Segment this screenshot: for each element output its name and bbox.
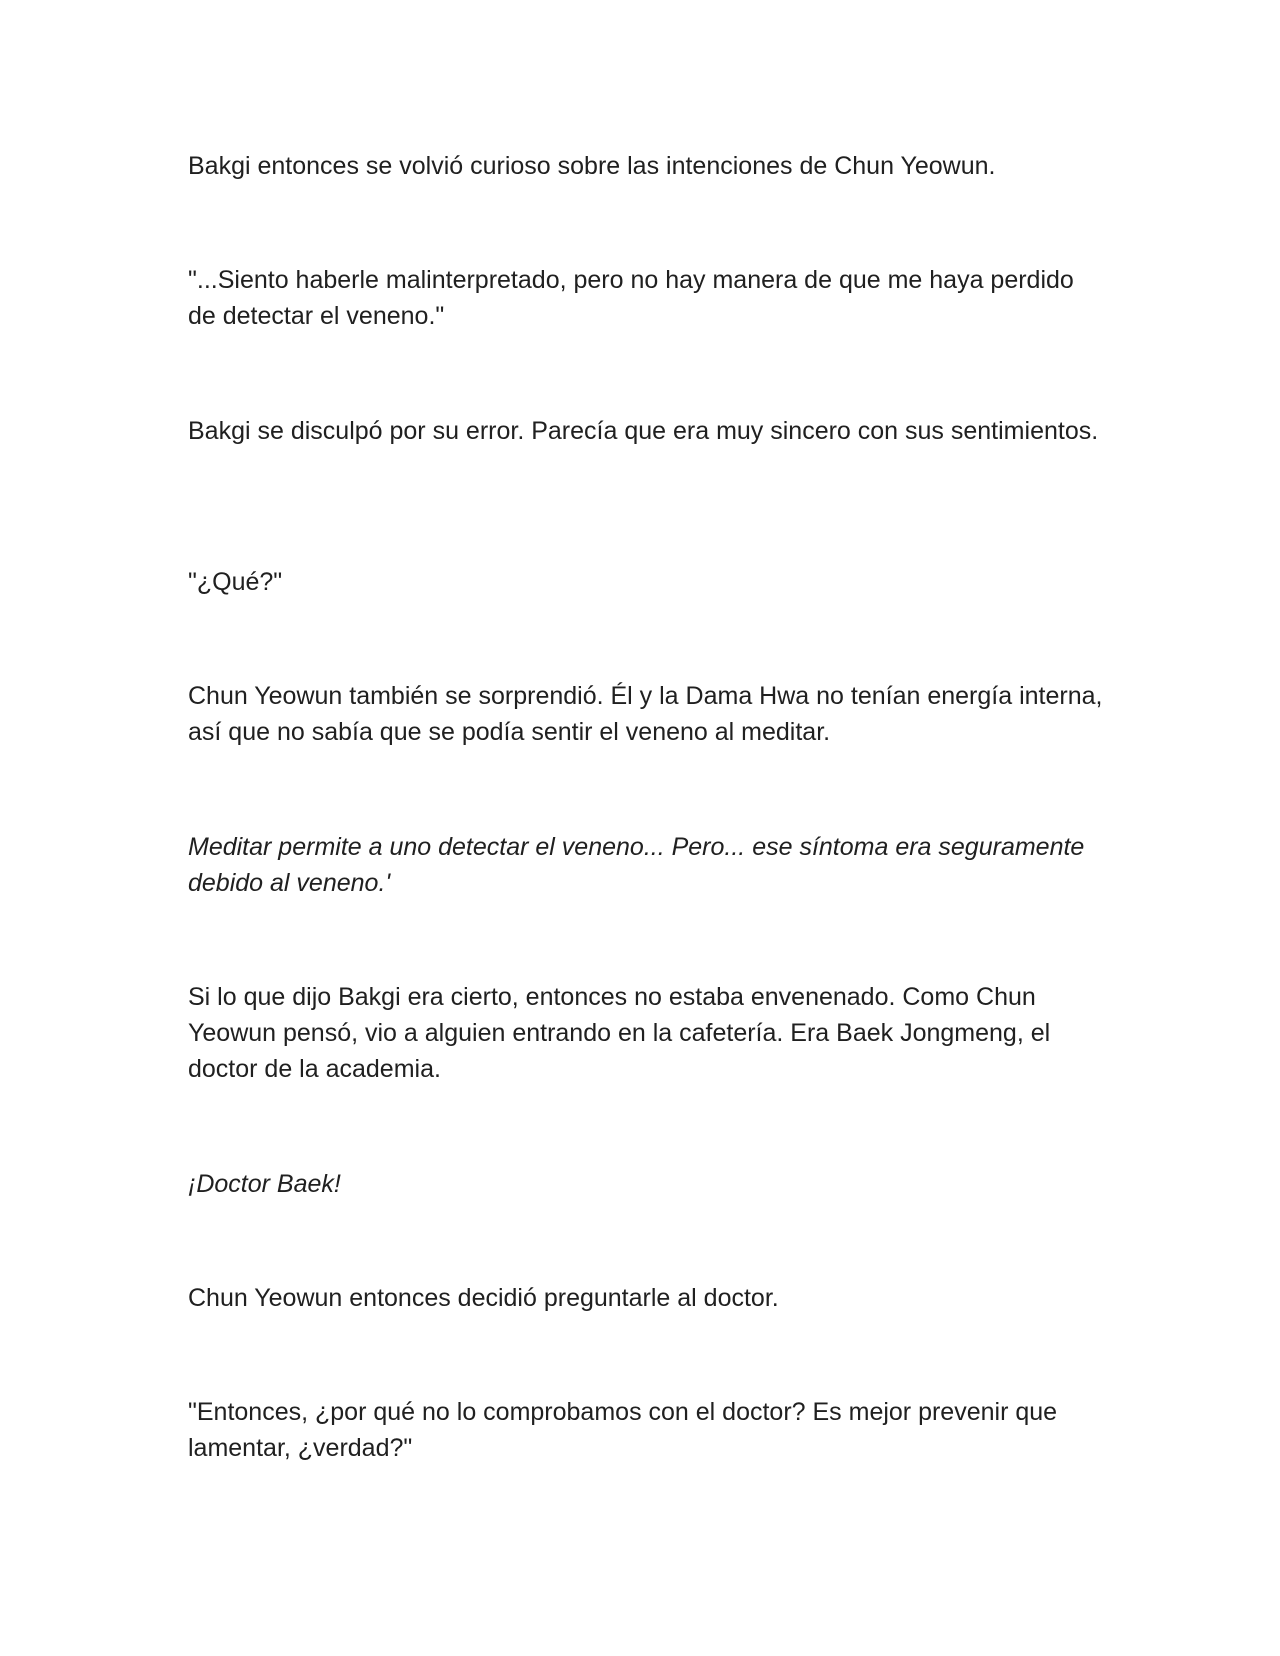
paragraph-10: "Entonces, ¿por qué no lo comprobamos con el doctor? Es mejor prevenir que lamentar, ¿verdad?" xyxy=(188,1398,1058,1462)
paragraph-7: Si lo que dijo Bakgi era cierto, entonces no estaba envenenado. Como Chun Yeowun pensó, vio a alguien entrando en la cafetería. Era Baek Jongmeng, el doctor de la academia. xyxy=(188,983,1051,1083)
paragraph-4: "¿Qué?" xyxy=(188,568,283,596)
paragraph-6: Meditar permite a uno detectar el veneno... Pero... ese síntoma era seguramente debido al veneno.' xyxy=(188,833,1085,897)
paragraph-8: ¡Doctor Baek! xyxy=(188,1170,341,1198)
paragraph-3: Bakgi se disculpó por su error. Parecía que era muy sincero con sus sentimientos. xyxy=(188,417,1099,445)
paragraph-9: Chun Yeowun entonces decidió preguntarle al doctor. xyxy=(188,1284,779,1312)
paragraph-5: Chun Yeowun también se sorprendió. Él y la Dama Hwa no tenían energía interna, así que no sabía que se podía sentir el veneno al meditar. xyxy=(188,682,1103,746)
paragraph-2: "...Siento haberle malinterpretado, pero no hay manera de que me haya perdido de detectar el veneno." xyxy=(188,266,1074,330)
paragraph-1: Bakgi entonces se volvió curioso sobre las intenciones de Chun Yeowun. xyxy=(188,152,996,180)
